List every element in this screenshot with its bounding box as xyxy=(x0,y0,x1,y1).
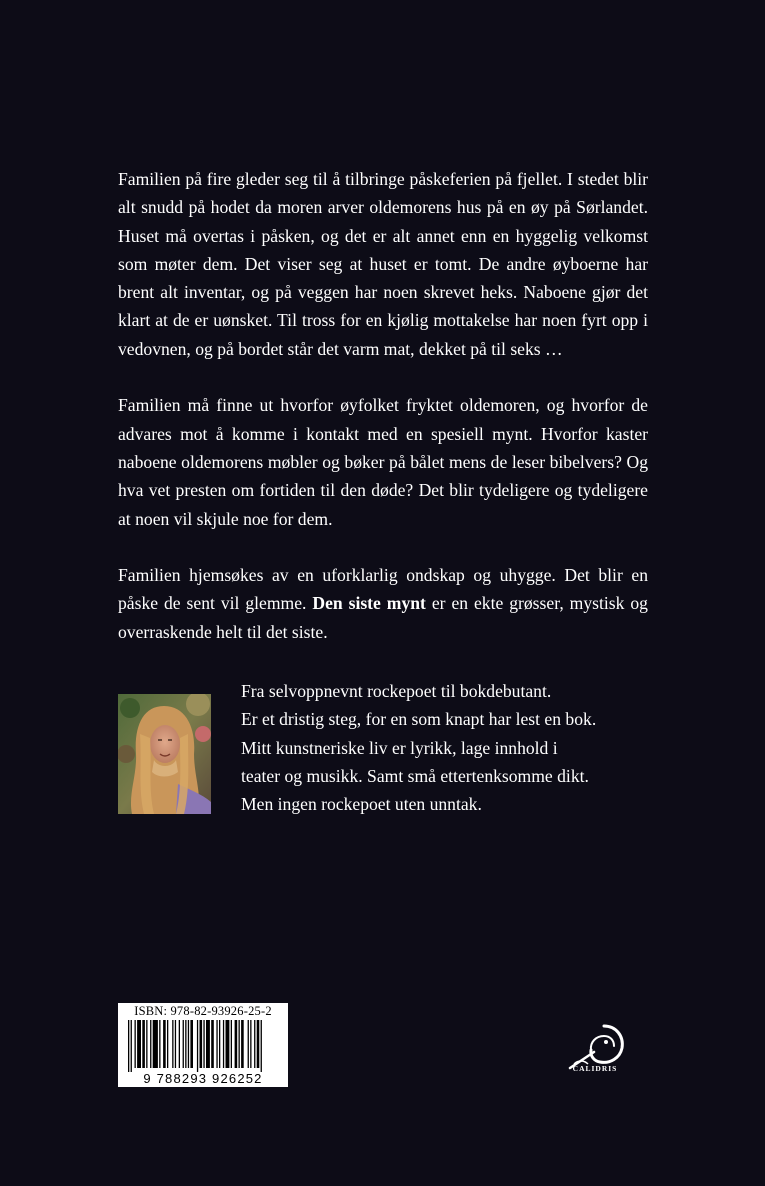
ean-digits: 9 788293 926252 xyxy=(143,1071,263,1086)
barcode-bar xyxy=(203,1020,204,1068)
barcode-bar xyxy=(163,1020,166,1068)
author-bio-line: teater og musikk. Samt små ettertenksomme dikt. xyxy=(241,765,589,786)
author-photo xyxy=(118,694,211,814)
barcode-bar xyxy=(226,1020,230,1068)
barcode-bar xyxy=(216,1020,217,1068)
barcode-bar xyxy=(261,1020,262,1072)
barcode-bar xyxy=(231,1020,232,1068)
author-bio-line: Men ingen rockepoet uten unntak. xyxy=(241,794,482,815)
blurb-paragraph-1: Familien på fire gleder seg til å tilbringe påskeferien på fjellet. I stedet blir alt snudd på hodet da moren arver oldemorens hus på en øy på Sørlandet. Huset må overtas i påsken, og det er alt annet enn en hyggelig velkomst som møter dem. Det viser seg at huset er tomt. De andre øyboerne har brent alt inventar, og på veggen har noen skrevet heks. Naboene gjør det klart at de er uønsket. Til tross for en kjølig mottakelse har noen fyrt opp i vedovnen, og på bordet står det varm mat, dekket på til seks … xyxy=(118,169,648,359)
blurb-paragraph-3-start: Familien hjemsøkes av en uforklarlig ondskap og uhygge. Det blir en påske de sent vil glemme. xyxy=(118,565,648,614)
barcode-bar xyxy=(142,1020,145,1068)
blurb-paragraph-3 xyxy=(118,561,648,646)
barcode-bar xyxy=(137,1020,141,1068)
barcode-bars xyxy=(118,1020,288,1072)
isbn-label: ISBN: 978-82-93926-25-2 xyxy=(134,1004,272,1018)
blurb-text xyxy=(118,165,648,646)
barcode-bar xyxy=(197,1020,198,1072)
barcode-bar xyxy=(200,1020,203,1068)
book-title-inline: Den siste mynt xyxy=(312,593,426,614)
barcode-bar xyxy=(239,1020,240,1068)
barcode-bar xyxy=(254,1020,255,1068)
barcode-bar xyxy=(185,1020,186,1068)
barcode-bar xyxy=(219,1020,220,1068)
barcode-bar xyxy=(190,1020,193,1068)
barcode-bar xyxy=(153,1020,158,1068)
barcode-bar xyxy=(179,1020,180,1068)
barcode-bar xyxy=(235,1020,238,1068)
barcode-bar xyxy=(211,1020,214,1068)
barcode-bar xyxy=(250,1020,251,1068)
author-bio xyxy=(241,677,656,818)
barcode-bar xyxy=(135,1020,136,1068)
barcode-bar xyxy=(241,1020,244,1068)
barcode-bar xyxy=(146,1020,147,1068)
author-bio-line: Fra selvoppnevnt rockepoet til bokdebutant. xyxy=(241,681,552,701)
barcode-bar xyxy=(248,1020,249,1068)
barcode-bar xyxy=(159,1020,160,1068)
author-bio-line: Mitt kunstneriske liv er lyrikk, lage innhold i xyxy=(241,737,558,758)
author-bio-line: Er et dristig steg, for en som knapt har lest en bok. xyxy=(241,709,597,730)
barcode-bar xyxy=(206,1020,210,1068)
barcode-bar xyxy=(128,1020,129,1072)
blurb-paragraph-3-end: er en ekte grøsser, mystisk og overraskende helt til det siste. xyxy=(118,593,648,642)
barcode-bar xyxy=(183,1020,184,1068)
barcode-bar xyxy=(188,1020,189,1068)
barcode-bar xyxy=(172,1020,173,1068)
barcode-bar xyxy=(257,1020,260,1068)
barcode-bar xyxy=(175,1020,176,1068)
barcode-bar xyxy=(223,1020,224,1068)
isbn-barcode xyxy=(118,1003,288,1087)
blurb-paragraph-2: Familien må finne ut hvorfor øyfolket fryktet oldemoren, og hvorfor de advares mot å komme i kontakt med en spesiell mynt. Hvorfor kaster naboene oldemorens møbler og bøker på bålet mens de leser bibelvers? Og hva vet presten om fortiden til den døde? Det blir tydeligere og tydeligere at noen vil skjule noe for dem. xyxy=(118,395,648,529)
barcode-bar xyxy=(167,1020,168,1068)
barcode-bar xyxy=(131,1020,132,1072)
barcode-bar xyxy=(150,1020,151,1068)
publisher-name: CALIDRIS xyxy=(572,1064,618,1073)
